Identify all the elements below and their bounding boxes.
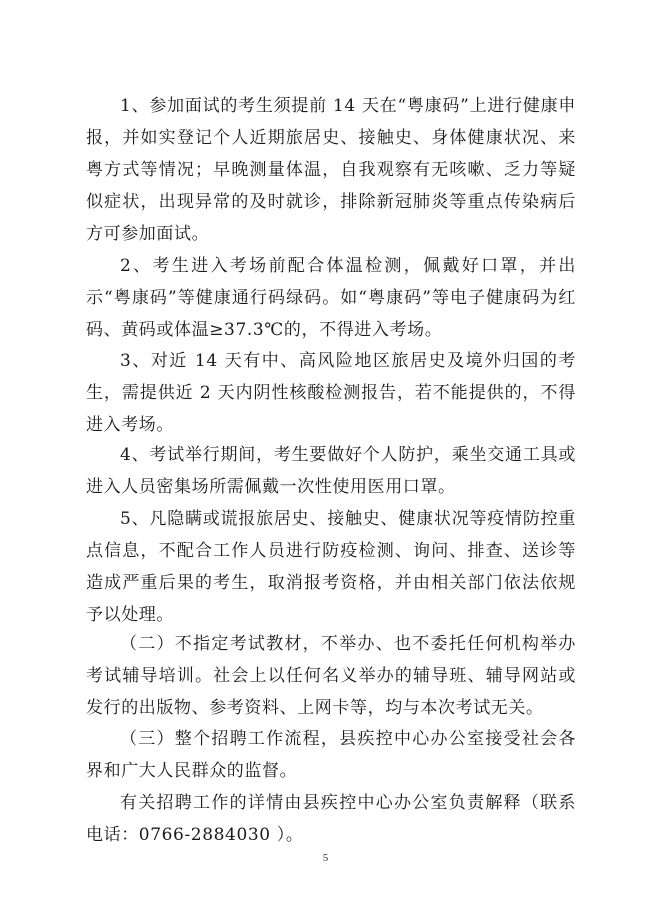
paragraph-temperature-check: 2、考生进入考场前配合体温检测，佩戴好口罩，并出示“粤康码”等健康通行码绿码。如“粤康码”等电子健康码为红码、黄码或体温≥37.3℃的，不得进入考场。	[86, 256, 576, 340]
paragraph-contact-info: 有关招聘工作的详情由县疾控中心办公室负责解释（联系电话：0766-2884030 ）。	[86, 793, 576, 845]
paragraph-no-textbook: （二）不指定考试教材，不举办、也不委托任何机构举办考试辅导培训。社会上以任何名义举办的辅导班、辅导网站或发行的出版物、参考资料、上网卡等，均与本次考试无关。	[86, 634, 576, 718]
paragraph-supervision: （三）整个招聘工作流程，县疾控中心办公室接受社会各界和广大人民群众的监督。	[86, 729, 576, 781]
page-number: 5	[322, 852, 329, 864]
paragraph-health-declaration: 1、参加面试的考生须提前 14 天在“粤康码”上进行健康申报，并如实登记个人近期旅居史、接触史、身体健康状况、来粤方式等情况；早晚测量体温，自我观察有无咳嗽、乏力等疑似症状，出现异常的及时就诊，排除新冠肺炎等重点传染病后方可参加面试。	[86, 96, 576, 244]
paragraph-risk-area-test: 3、对近 14 天有中、高风险地区旅居史及境外归国的考生，需提供近 2 天内阴性核酸检测报告，若不能提供的，不得进入考场。	[86, 351, 576, 435]
paragraph-false-report-penalty: 5、凡隐瞒或谎报旅居史、接触史、健康状况等疫情防控重点信息，不配合工作人员进行防疫检测、询问、排查、送诊等造成严重后果的考生，取消报考资格，并由相关部门依法依规予以处理。	[86, 509, 576, 625]
paragraph-personal-protection: 4、考试举行期间，考生要做好个人防护，乘坐交通工具或进入人员密集场所需佩戴一次性使用医用口罩。	[86, 445, 576, 497]
